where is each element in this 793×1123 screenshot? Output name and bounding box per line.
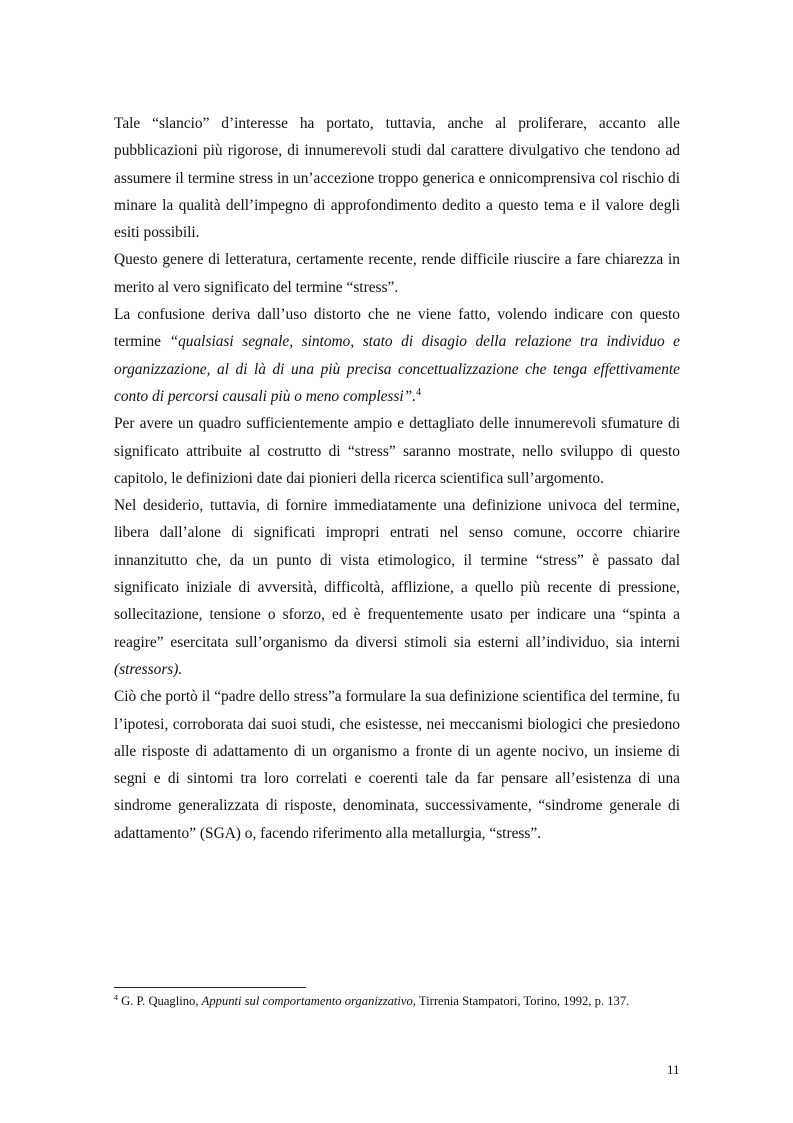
footnote	[114, 992, 714, 1010]
footnote-author: G. P. Quaglino,	[118, 994, 202, 1008]
paragraph-1: Tale “slancio” d’interesse ha portato, tuttavia, anche al proliferare, accanto alle pubblicazioni più rigorose, di innumerevoli studi dal carattere divulgativo che tendono ad assumere il termine stress in un’accezione troppo generica e onnicomprensiva col rischio di minare la qualità dell’impegno di approfondimento dedito a questo tema e il valore degli esiti possibili.	[114, 115, 680, 242]
page-number: 11	[667, 1062, 680, 1077]
paragraph-2: Questo genere di letteratura, certamente recente, rende difficile riuscire a fare chiarezza in merito al vero significato del termine “stress”.	[114, 251, 680, 296]
footnote-title: Appunti sul comportamento organizzativo,	[201, 994, 416, 1008]
paragraph-6: Ciò che portò il “padre dello stress”a formulare la sua definizione scientifica del termine, fu l’ipotesi, corroborata dai suoi studi, che esistesse, nei meccanismi biologici che presiedono alle risposte di adattamento di un organismo a fronte di un agente nocivo, un insieme di segni e di sintomi tra loro correlati e coerenti tale da far pensare all’esistenza di una sindrome generalizzata di risposte, denominata, successivamente, “sindrome generale di adattamento” (SGA) o, facendo riferimento alla metallurgia, “stress”.	[114, 688, 680, 842]
footnote-number: 4	[114, 993, 118, 1002]
footnote-reference[interactable]: 4	[416, 386, 422, 398]
quotation: “qualsiasi segnale, sintomo, stato di disagio della relazione tra individuo e organizzazione, al di là di una più precisa concettualizzazione che tenga effettivamente conto di percorsi causali più o meno complessi”.	[114, 333, 680, 405]
footnote-separator	[114, 987, 306, 988]
footnote-publisher: Tirrenia Stampatori, Torino, 1992, p. 137.	[415, 994, 630, 1008]
paragraph-5	[114, 492, 680, 683]
paragraph-3	[114, 301, 680, 410]
body-text	[114, 110, 680, 847]
paragraph-5-text: Nel desiderio, tuttavia, di fornire immediatamente una definizione univoca del termine, libera dall’alone di significati impropri entrati nel senso comune, occorre chiarire innanzitutto che, da un punto di vista etimologico, il termine “stress” è passato dal significato iniziale di avversità, difficoltà, afflizione, a quello più recente di pressione, sollecitazione, tensione o sforzo, ed è frequentemente usato per indicare una “spinta a reagire” esercitata sull’organismo da diversi stimoli sia esterni all’individuo, sia interni	[114, 497, 680, 651]
paragraph-4: Per avere un quadro sufficientemente ampio e dettagliato delle innumerevoli sfumature di significato attribuite al costrutto di “stress” saranno mostrate, nello sviluppo di questo capitolo, le definizioni date dai pionieri della ricerca scientifica sull’argomento.	[114, 415, 680, 487]
stressors-term: (stressors).	[114, 660, 183, 678]
paragraph-3-text: La confusione deriva dall’uso distorto che ne viene fatto, volendo indicare con questo termine	[114, 306, 680, 351]
